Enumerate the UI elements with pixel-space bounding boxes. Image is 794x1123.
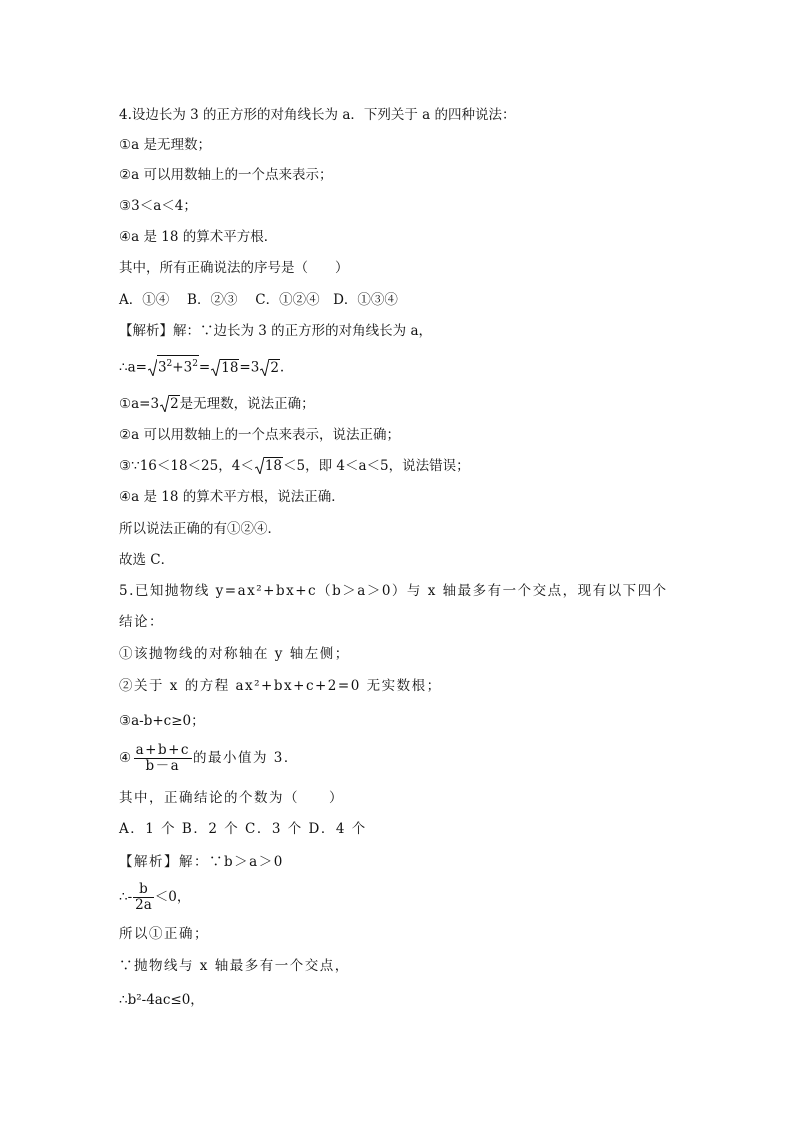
fraction-numerator: a+b+c (135, 742, 190, 758)
analysis3-prefix: ③∵16＜18＜25，4＜ (119, 458, 254, 474)
radical-sign-icon (260, 359, 269, 376)
sqrt-2: 2 (160, 395, 180, 413)
fraction-denominator: b－a (145, 758, 181, 774)
problem4-statement-1: ①a 是无理数； (119, 137, 211, 153)
problem5-step-3: ∵抛物线与 x 轴最多有一个交点， (119, 958, 350, 974)
problem4-analysis-1 (119, 395, 315, 413)
problem4-analysis-3 (119, 457, 470, 475)
sqrt-2: 2 (260, 359, 280, 377)
problem4-analysis-head: 【解析】解：∵边长为 3 的正方形的对角线长为 a， (119, 323, 433, 339)
problem4-question: 其中，所有正确说法的序号是（ ） (119, 260, 349, 276)
problem4-conclusion: 所以说法正确的有①②④． (119, 521, 281, 537)
equals-3: =3 (239, 359, 260, 376)
fraction-denominator: 2a (135, 897, 152, 913)
problem5-step-1 (119, 882, 190, 913)
problem5-analysis-head: 【解析】解：∵b＞a＞0 (119, 854, 284, 870)
analysis3-suffix: ＜5，即 4＜a＜5，说法错误； (283, 458, 470, 474)
problem5-conclusion-1: ①该抛物线的对称轴在 y 轴左侧； (119, 646, 350, 662)
problem5-step-4: ∴b²-4ac≤0， (119, 992, 204, 1008)
analysis1-prefix: ①a=3 (119, 396, 160, 412)
radical-sign-icon (160, 395, 169, 412)
conclusion4-marker: ④ (119, 750, 133, 766)
problem5-conclusion-2: ②关于 x 的方程 ax²+bx+c+2=0 无实数根； (119, 678, 442, 694)
problem5-stem-line1: 5.已知抛物线 y=ax²+bx+c（b＞a＞0）与 x 轴最多有一个交点，现有以下四个 (119, 583, 668, 599)
problem4-statement-3: ③3＜a＜4； (119, 198, 197, 214)
fraction-expression (134, 743, 192, 774)
analysis1-suffix: 是无理数，说法正确； (179, 396, 315, 412)
problem4-statement-2: ②a 可以用数轴上的一个点来表示； (119, 167, 333, 183)
problem4-answer: 故选 C． (119, 552, 175, 568)
problem4-options: A．①④ B．②③ C．①②④ D．①③④ (119, 292, 398, 308)
radical-sign-icon (255, 457, 264, 474)
equals-sign: = (198, 359, 211, 376)
sqrt-expression (148, 355, 199, 377)
problem5-options: A．1 个 B．2 个 C．3 个 D．4 个 (119, 821, 367, 837)
step1-prefix: ∴- (119, 889, 133, 905)
problem4-analysis-4: ④a 是 18 的算术平方根，说法正确． (119, 489, 345, 505)
radicand-term-1: 3 (157, 359, 167, 376)
problem5-step-2: 所以①正确； (119, 926, 209, 942)
exponent-2: 2 (192, 359, 198, 369)
problem5-question: 其中，正确结论的个数为（ ） (119, 790, 344, 806)
radicand-term-2: +3 (172, 359, 193, 376)
step1-suffix: ＜0， (154, 889, 191, 905)
exponent-1: 2 (166, 359, 173, 369)
radical-sign-icon (211, 359, 220, 376)
sqrt-18: 18 (211, 359, 239, 377)
radical-sign-icon (148, 359, 157, 376)
problem5-stem-line2: 结论： (119, 614, 164, 630)
problem4-analysis-2: ②a 可以用数轴上的一个点来表示，说法正确； (119, 427, 400, 443)
period: . (279, 359, 285, 376)
problem4-calculation (119, 355, 284, 377)
conclusion4-suffix: 的最小值为 3． (192, 750, 299, 766)
problem4-statement-4: ④a 是 18 的算术平方根． (119, 229, 278, 245)
fraction-b-over-2a (133, 882, 154, 913)
fraction-numerator: b (133, 882, 154, 898)
sqrt-18: 18 (255, 457, 283, 475)
calc-prefix: ∴a= (119, 359, 147, 376)
problem5-conclusion-3: ③a-b+c≥0； (119, 713, 205, 729)
problem5-conclusion-4 (119, 743, 299, 774)
problem4-stem: 4.设边长为 3 的正方形的对角线长为 a．下列关于 a 的四种说法： (119, 107, 516, 123)
